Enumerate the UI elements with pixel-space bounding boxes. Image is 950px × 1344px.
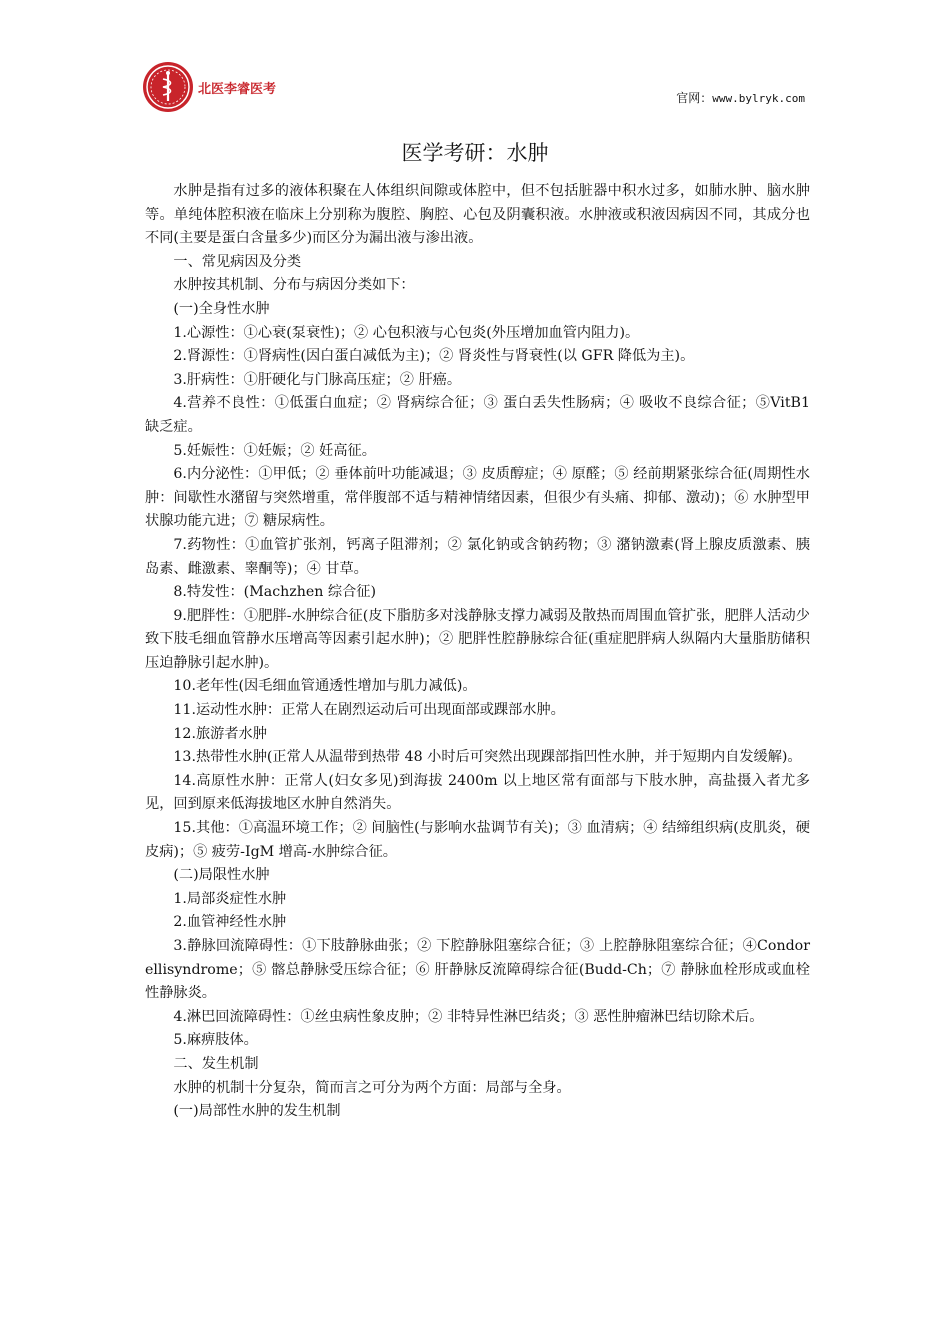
paragraph: 水肿是指有过多的液体积聚在人体组织间隙或体腔中，但不包括脏器中积水过多，如肺水肿、脑水肿等。单纯体腔积液在临床上分别称为腹腔、胸腔、心包及阴囊积液。水肿液或积液因病因不同，其成分也不同(主要是蛋白含量多少)而区分为漏出液与渗出液。 bbox=[145, 183, 810, 247]
list-item: 3.肝病性：①肝硬化与门脉高压症；② 肝癌。 bbox=[173, 371, 462, 388]
list-item: 5.麻痹肢体。 bbox=[173, 1032, 258, 1049]
list-item: 4.营养不良性：①低蛋白血症；② 肾病综合征；③ 蛋白丢失性肠病；④ 吸收不良综合征；⑤VitB1 缺乏症。 bbox=[145, 395, 810, 435]
subsection-heading: (一)全身性水肿 bbox=[173, 300, 270, 317]
list-item: 7.药物性：①血管扩张剂，钙离子阻滞剂；② 氯化钠或含钠药物；③ 潴钠激素(肾上腺皮质激素、胰岛素、雌激素、睾酮等)；④ 甘草。 bbox=[145, 536, 810, 577]
document-body bbox=[145, 180, 810, 1124]
list-item: 5.妊娠性：①妊娠；② 妊高征。 bbox=[173, 442, 376, 459]
logo-text: 北医李睿医考 bbox=[198, 82, 277, 97]
website-url[interactable]: www.bylryk.com bbox=[712, 92, 805, 105]
section-heading: 二、发生机制 bbox=[173, 1055, 259, 1072]
paragraph: 水肿按其机制、分布与病因分类如下： bbox=[173, 277, 415, 294]
list-item: 2.血管神经性水肿 bbox=[173, 914, 287, 931]
list-item: 12.旅游者水肿 bbox=[173, 725, 267, 742]
list-item: 1.心源性：①心衰(泵衰性)；② 心包积液与心包炎(外压增加血管内阻力)。 bbox=[173, 324, 640, 341]
list-item: 10.老年性(因毛细血管通透性增加与肌力减低)。 bbox=[173, 678, 477, 695]
list-item: 1.局部炎症性水肿 bbox=[173, 890, 287, 907]
website-label: 官网： bbox=[676, 91, 713, 105]
page-title: 医学考研：水肿 bbox=[401, 141, 549, 165]
list-item: 8.特发性：(Machzhen 综合征) bbox=[173, 584, 377, 601]
list-item: 14.高原性水肿：正常人(妇女多见)到海拔 2400m 以上地区常有面部与下肢水肿，高盐摄入者尤多见，回到原来低海拔地区水肿自然消失。 bbox=[145, 772, 810, 813]
logo bbox=[143, 62, 293, 114]
subsection-heading: (二)局限性水肿 bbox=[173, 867, 270, 884]
list-item: 6.内分泌性：①甲低；② 垂体前叶功能减退；③ 皮质醇症；④ 原醛；⑤ 经前期紧张综合征(周期性水肿：间歇性水潴留与突然增重，常伴腹部不适与精神情绪因素，但很少有头痛、抑郁、激动)；⑥ 水肿型甲状腺功能亢进；⑦ 糖尿病性。 bbox=[145, 466, 810, 530]
list-item: 3.静脉回流障碍性：①下肢静脉曲张；② 下腔静脉阻塞综合征；③ 上腔静脉阻塞综合征；④Condorellisyndrome；⑤ 髂总静脉受压综合征；⑥ 肝静脉反流障碍综合征(Budd-Ch；⑦ 静脉血栓形成或血栓性静脉炎。 bbox=[145, 938, 810, 1002]
subsection-heading: (一)局部性水肿的发生机制 bbox=[173, 1103, 341, 1120]
medical-emblem-icon bbox=[143, 62, 193, 112]
paragraph: 水肿的机制十分复杂，简而言之可分为两个方面：局部与全身。 bbox=[173, 1079, 571, 1096]
website-info bbox=[676, 89, 805, 106]
section-heading: 一、常见病因及分类 bbox=[173, 253, 302, 270]
list-item: 11.运动性水肿：正常人在剧烈运动后可出现面部或踝部水肿。 bbox=[173, 702, 565, 719]
list-item: 9.肥胖性：①肥胖-水肿综合征(皮下脂肪多对浅静脉支撑力减弱及散热而周围血管扩张，肥胖人活动少致下肢毛细血管静水压增高等因素引起水肿)；② 肥胖性腔静脉综合征(重症肥胖病人纵隔内大量脂肪储积压迫静脉引起水肿)。 bbox=[145, 607, 810, 671]
list-item: 15.其他：①高温环境工作；② 间脑性(与影响水盐调节有关)；③ 血清病；④ 结缔组织病(皮肌炎，硬皮病)；⑤ 疲劳-IgM 增高-水肿综合征。 bbox=[145, 820, 810, 860]
list-item: 2.肾源性：①肾病性(因白蛋白减低为主)；② 肾炎性与肾衰性(以 GFR 降低为主)。 bbox=[173, 348, 695, 365]
page-header bbox=[0, 0, 950, 130]
list-item: 4.淋巴回流障碍性：①丝虫病性象皮肿；② 非特异性淋巴结炎；③ 恶性肿瘤淋巴结切除术后。 bbox=[173, 1008, 764, 1025]
list-item: 13.热带性水肿(正常人从温带到热带 48 小时后可突然出现踝部指凹性水肿，并于短期内自发缓解)。 bbox=[173, 749, 802, 766]
